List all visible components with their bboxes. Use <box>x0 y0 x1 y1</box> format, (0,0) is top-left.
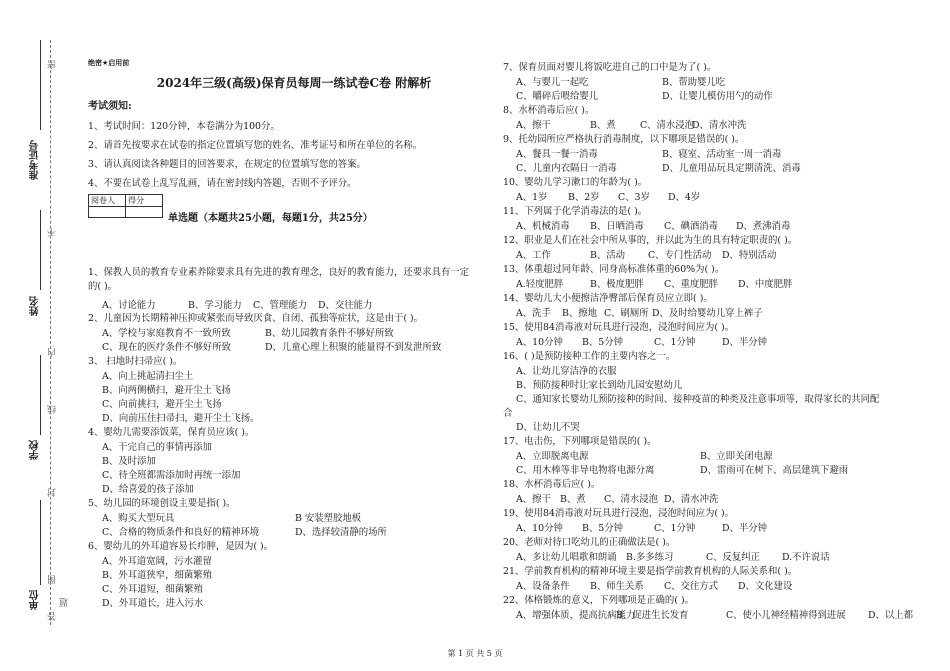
grader-input[interactable] <box>89 207 126 218</box>
section-heading: 单选题（本题共25小题，每题1分，共25分） <box>168 213 373 224</box>
answer-option: B、向两侧横扫，避开尘土飞扬 <box>102 385 231 396</box>
answer-option: C、交往方式 <box>664 581 719 592</box>
question-stem: 17、电击伤，下列哪项是错误的( )。 <box>503 436 657 447</box>
answer-option: B、促进生长发育 <box>616 610 689 621</box>
answer-option: C、外耳道短，细菌繁殖 <box>102 584 203 595</box>
answer-option: C、向前挑扫，避开尘土飞扬 <box>102 399 222 410</box>
answer-option: D、儿童用品玩具定期清洗、消毒 <box>662 163 801 174</box>
answer-option: A、擦干 <box>516 494 551 505</box>
answer-option: B.多多练习 <box>626 552 674 563</box>
answer-option: D.不许说话 <box>782 552 830 563</box>
answer-option: A、立即脱离电源 <box>516 451 589 462</box>
answer-option: A、10分钟 <box>516 523 563 534</box>
seal-mark: 线 <box>48 405 58 414</box>
question-stem-cont: 的( )。 <box>88 281 118 292</box>
answer-option: D、向前压住扫帚扫，避开尘土飞扬。 <box>102 413 260 424</box>
notice-item: 4、不要在试卷上乱写乱画，请在密封线内答题，否则不予评分。 <box>88 178 357 189</box>
seal-mark: 题 <box>60 598 70 607</box>
answer-option: A、10分钟 <box>516 337 563 348</box>
question-stem: 3、 扫地时扫帚应( )。 <box>88 356 183 367</box>
answer-option: C、专门性活动 <box>648 250 712 261</box>
answer-option: B 安装塑胶地板 <box>295 513 362 524</box>
answer-option: B、学习能力 <box>188 300 242 311</box>
answer-option: C、碘酒消毒 <box>664 221 719 232</box>
answer-option: C、嚼碎后喂给婴儿 <box>516 91 599 102</box>
question-stem: 21、学前教育机构的精神环境主要是指学前教育机构的人际关系和( )。 <box>503 566 798 577</box>
notice-heading: 考试须知: <box>88 101 132 112</box>
answer-option: A、机械消毒 <box>516 221 570 232</box>
answer-option: D、让婴儿模仿用勺的动作 <box>662 91 773 102</box>
answer-option: A、购买大型玩具 <box>102 513 175 524</box>
answer-option: C、用木棒等非导电物将电源分离 <box>516 465 655 476</box>
answer-option: A、讨论能力 <box>102 300 156 311</box>
answer-option: C、管理能力 <box>253 300 308 311</box>
answer-option: B、外耳道狭窄，细菌繁殖 <box>102 570 213 581</box>
answer-option: C、1分钟 <box>654 337 696 348</box>
page-footer: 第 1 页 共 5 页 <box>447 649 503 658</box>
answer-option: C、刷厕所 <box>604 308 649 319</box>
answer-option: D、雷雨可在树下、高层建筑下避雨 <box>700 465 849 476</box>
answer-option: D、煮沸消毒 <box>736 221 791 232</box>
answer-option: D、4岁 <box>668 192 701 203</box>
seal-mark: 封 <box>48 488 58 497</box>
answer-option: D、让幼儿不哭 <box>516 422 580 433</box>
question-stem: 10、婴幼儿学习漱口的年龄为( )。 <box>503 177 648 188</box>
answer-option: D、特别活动 <box>722 250 777 261</box>
answer-option: B、2岁 <box>568 192 600 203</box>
question-stem: 15、使用84消毒液对玩具进行浸泡，浸泡时间应为( )。 <box>503 322 735 333</box>
exam-no-field[interactable] <box>40 40 41 130</box>
answer-option: C、清水浸泡 <box>604 494 659 505</box>
answer-option: C、反复纠正 <box>706 552 761 563</box>
question-stem: 2、儿童因为长期精神压抑或紧张而导致厌食、自闭、孤独等症状，这是由于( )。 <box>88 313 424 324</box>
answer-option: D、半分钟 <box>722 337 768 348</box>
answer-option: C、使小儿神经精神得到进展 <box>726 610 846 621</box>
answer-option: D、选择较清静的场所 <box>295 527 387 538</box>
answer-option: D、给喜爱的孩子添加 <box>102 484 194 495</box>
answer-option: C、通知家长婴幼儿预防接种的时间、接种疫苗的种类及注意事项等，取得家长的共同配 <box>516 394 880 405</box>
answer-option: A、学校与家庭教育不一致所致 <box>102 328 231 339</box>
answer-option: B、擦地 <box>562 308 598 319</box>
seal-line <box>50 40 51 625</box>
question-stem: 16、( )是预防接种工作的主要内容之一。 <box>503 351 676 362</box>
answer-option: C、重度肥胖 <box>664 279 719 290</box>
page-title: 2024年三级(高级)保育员每周一练试卷C卷 附解析 <box>156 76 432 90</box>
answer-option: A、增强体质，提高抗病能力 <box>516 610 636 621</box>
answer-option: B、极度肥胖 <box>590 279 644 290</box>
answer-option: B、及时添加 <box>102 456 156 467</box>
answer-option: B、日晒消毒 <box>590 221 644 232</box>
question-stem: 11、下列属于化学消毒法的是( )。 <box>503 206 648 217</box>
answer-option: A、工作 <box>516 250 551 261</box>
seal-mark: 不 <box>48 228 58 237</box>
question-stem: 19、使用84消毒液对玩具进行浸泡，浸泡时间应为( )。 <box>503 508 735 519</box>
notice-item: 2、请首先按要求在试卷的指定位置填写您的姓名、准考证号和所在单位的名称。 <box>88 140 423 151</box>
question-stem: 5、幼儿园的环境创设主要是指( )。 <box>88 498 236 509</box>
answer-option: D、清水冲洗 <box>692 120 747 131</box>
name-label: 姓名 <box>30 296 41 316</box>
answer-option: C、儿童内衣隔日一消毒 <box>516 163 617 174</box>
answer-option: C、清水浸泡 <box>640 120 695 131</box>
seal-mark: 图 <box>48 575 58 584</box>
answer-option: A、与婴儿一起吃 <box>516 77 589 88</box>
answer-option: D、清水冲洗 <box>664 494 719 505</box>
seal-mark: 内 <box>48 348 58 357</box>
grader-cell: 阅卷人 <box>89 195 126 207</box>
answer-option: C、3岁 <box>618 192 650 203</box>
notice-item: 3、请认真阅读各种题目的回答要求，在规定的位置填写您的答案。 <box>88 159 366 170</box>
question-stem: 6、婴幼儿的外耳道容易长疖肿，是因为( )。 <box>88 541 274 552</box>
answer-option: D、及时给婴幼儿穿上裤子 <box>652 308 763 319</box>
name-field[interactable] <box>40 210 41 290</box>
question-stem: 20、老师对待口吃幼儿的正确做法是( )。 <box>503 537 676 548</box>
answer-option: D、中度肥胖 <box>738 279 793 290</box>
answer-option: B、寝室、活动室一周一消毒 <box>662 149 782 160</box>
answer-option: D、儿童心理上积聚的能量得不到发泄所致 <box>265 342 442 353</box>
question-stem: 22、体格锻炼的意义，下列哪项是正确的( )。 <box>503 595 694 606</box>
answer-option: A、擦干 <box>516 120 551 131</box>
question-stem: 4、婴幼儿需要添饭菜，保育员应该( )。 <box>88 427 255 438</box>
answer-option: B、帮助婴儿吃 <box>662 77 726 88</box>
answer-option: A、外耳道宽阔，污水灌留 <box>102 556 212 567</box>
school-label: 学校 <box>30 440 41 460</box>
answer-option: D、半分钟 <box>722 523 768 534</box>
answer-option: B、5分钟 <box>582 337 623 348</box>
score-input[interactable] <box>126 207 163 218</box>
answer-option: D、以上都 <box>868 610 914 621</box>
answer-option: A、设备条件 <box>516 581 570 592</box>
question-stem: 18、水杯消毒后应( )。 <box>503 479 601 490</box>
answer-option: D、文化建设 <box>738 581 793 592</box>
answer-option: C、合格的物质条件和良好的精神环境 <box>102 527 260 538</box>
answer-option: B、师生关系 <box>590 581 644 592</box>
school-field[interactable] <box>40 355 41 435</box>
answer-option: A、洗手 <box>516 308 551 319</box>
answer-option: A、多让幼儿唱歌和朗诵 <box>516 552 617 563</box>
answer-option: D、交往能力 <box>318 300 373 311</box>
answer-option: A.轻度肥胖 <box>516 279 564 290</box>
score-cell: 得分 <box>126 195 163 207</box>
answer-option: C、1分钟 <box>654 523 696 534</box>
binding-margin <box>0 0 70 671</box>
answer-option: B、立即关闭电源 <box>700 451 773 462</box>
question-stem: 7、保育员面对婴儿将饭吃进自己的口中是为了( )。 <box>503 62 717 73</box>
answer-option: B、预防接种时让家长到幼儿园安慰幼儿 <box>516 380 683 391</box>
answer-option: B、5分钟 <box>582 523 623 534</box>
answer-option: B、幼儿园教育条件不够好所致 <box>265 328 394 339</box>
unit-field[interactable] <box>40 500 41 585</box>
answer-option: 合 <box>503 408 513 419</box>
answer-option: A、1岁 <box>516 192 548 203</box>
answer-option: A、让幼儿穿洁净的衣服 <box>516 366 617 377</box>
seal-mark: 密 <box>48 60 58 69</box>
question-stem: 12、职业是人们在社会中所从事的，并以此为生的具有特定职责的( )。 <box>503 235 798 246</box>
seal-mark: 答 <box>48 612 58 621</box>
question-stem: 13、体重超过同年龄、同身高标准体重的60%为( )。 <box>503 264 725 275</box>
answer-option: A、向上挑起清扫尘土 <box>102 371 194 382</box>
question-stem: 14、婴幼儿大小便擦洁净臀部后保育员应立即( )。 <box>503 293 713 304</box>
secret-label: 绝密★启用前 <box>88 59 130 67</box>
answer-option: C、待全班都需添加时再统一添加 <box>102 470 241 481</box>
answer-option: B、煮 <box>560 494 586 505</box>
answer-option: A、干完自己的事情再添加 <box>102 442 212 453</box>
question-stem: 1、保教人员的教育专业素养除要求具有先进的教育理念，良好的教育能力，还要求具有一定 <box>88 267 469 278</box>
score-table <box>88 194 163 218</box>
question-stem: 8、水杯消毒后应( )。 <box>503 105 595 116</box>
unit-label: 单位 <box>30 590 41 610</box>
question-stem: 9、托幼园所应严格执行消毒制度，以下哪项是错误的( )。 <box>503 134 745 145</box>
answer-option: B、煮 <box>590 120 616 131</box>
exam-no-label: 准考证号 <box>30 140 41 180</box>
notice-item: 1、考试时间：120分钟，本卷满分为100分。 <box>88 121 280 132</box>
answer-option: C、现在的医疗条件不够好所致 <box>102 342 232 353</box>
answer-option: D、外耳道长，进入污水 <box>102 598 204 609</box>
answer-option: A、餐具一餐一消毒 <box>516 149 598 160</box>
answer-option: B、活动 <box>590 250 626 261</box>
